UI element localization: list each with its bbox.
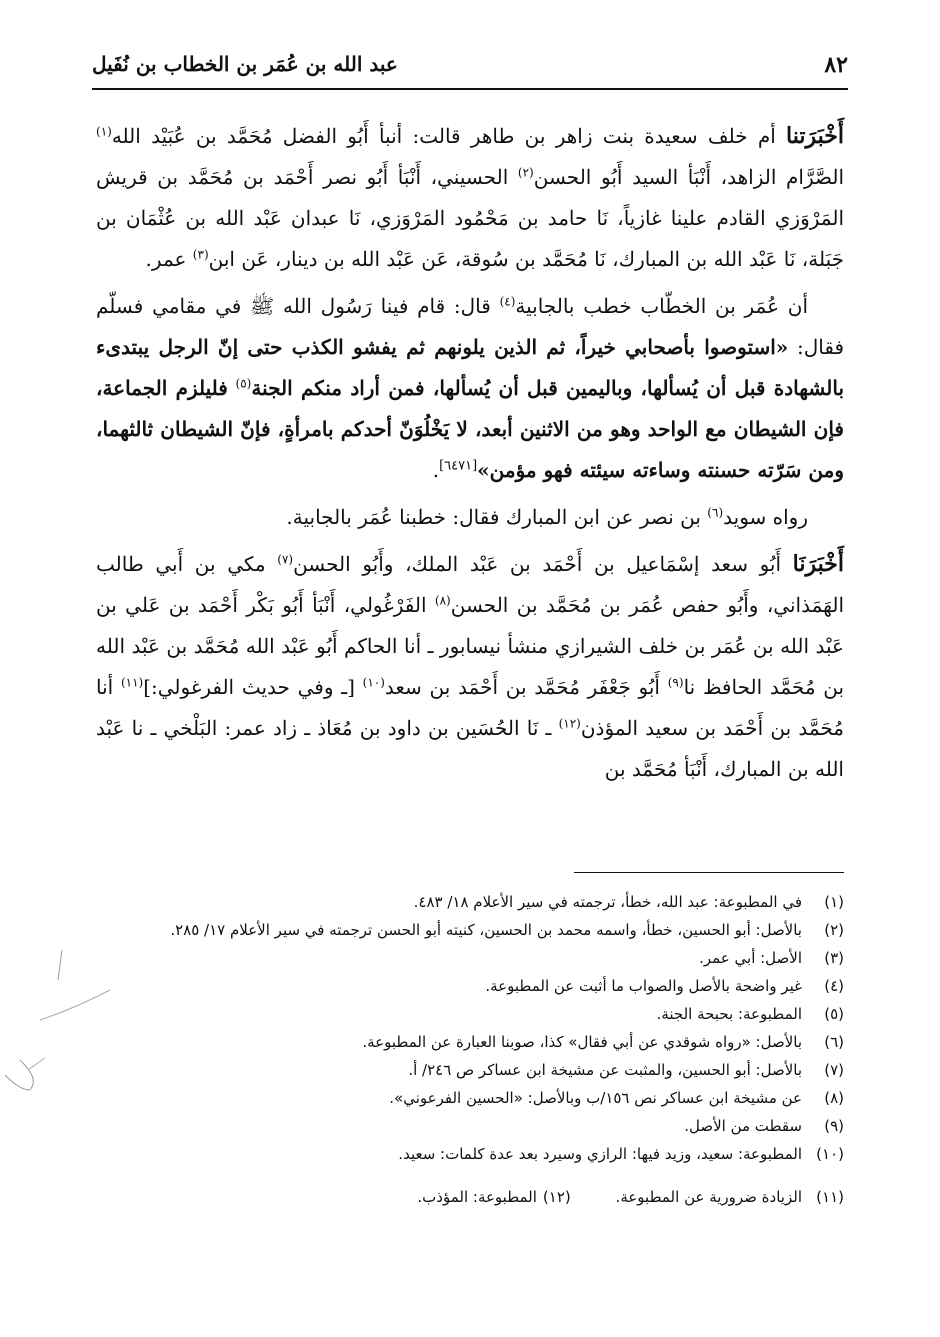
page-header [92, 46, 848, 86]
footnote-ref: (٦) [707, 505, 724, 520]
footnote-number: (٦) [824, 1033, 844, 1051]
footnote [96, 888, 844, 916]
text: رواه سويد [723, 505, 808, 529]
text: الحسيني، أَنْبَأ أَبُو نصر أَحْمَد بن مُحَمَّد بن قريش المَرْوَزي القادم علينا غازياً، نَا حامد بن مَحْمُود المَرْوَزي، نَا عبدان عَبْد الله بن عُثْمَان بن جَبَلة، نَا عَبْد الله بن المبارك، نَا مُحَمَّد بن سُوقة، عَن عَبْد الله بن دينار، عَن ابن [96, 165, 844, 271]
footnote-ref: (٣) [192, 247, 209, 262]
footnote-text: المطبوعة: بحبحة الجنة. [656, 1005, 802, 1023]
footnote-rule [574, 872, 844, 873]
footnote [96, 944, 844, 972]
footnote [96, 1112, 844, 1140]
paragraph-4 [96, 544, 844, 790]
text: أَبُو سعد إسْمَاعيل بن أَحْمَد بن عَبْد الملك، وأَبُو الحسن [293, 552, 782, 576]
text: الفَرْغُولي، أَنْبَأ أَبُو بَكْر أَحْمَد بن عَلي بن عَبْد الله بن عُمَر بن خلف الشيرازي منشأ نيسابور ـ أنا الحاكم أَبُو عَبْد الله مُحَمَّد بن عَبْد الله بن مُحَمَّد الحافظ نا [96, 593, 845, 699]
footnote [96, 972, 844, 1000]
text: [ـ وفي حديث الفرغولي:] [143, 675, 355, 699]
text: مكي بن أَبي طالب الهَمَذاني، وأَبُو حفص عُمَر بن مُحَمَّد بن الحسن [96, 552, 844, 617]
footnotes [96, 888, 844, 1226]
footnote-text: بالأصل: أبو الحسين، والمثبت عن مشيخة ابن عساكر ص ٢٤٦/ أ. [408, 1061, 802, 1079]
footnote-ref: (٥) [235, 376, 252, 391]
footnote-number: (٣) [824, 949, 844, 967]
footnote-text: بالأصل: «رواه شوقدي عن أبي فقال» كذا، صوبنا العبارة عن المطبوعة. [362, 1033, 802, 1051]
footnote-number: (٢) [824, 921, 844, 939]
paragraph-1 [96, 116, 844, 280]
footnote-number: (٤) [824, 977, 844, 995]
text: بن نصر عن ابن المبارك فقال: خطبنا عُمَر بالجابية. [286, 505, 701, 529]
footnote-ref: (٢) [517, 165, 534, 180]
footnote-ref: (١٢) [558, 716, 581, 731]
text: الصَّرَّام الزاهد، أَنْبَأ السيد أَبُو الحسن [533, 165, 844, 189]
footnote [96, 916, 844, 944]
footnote-ref: (٨) [434, 593, 451, 608]
text: عمر. [145, 247, 187, 271]
lead-word: أَخْبَرَتنا [786, 123, 845, 149]
footnote-number: (١١) [816, 1188, 844, 1206]
text: ـ نَا الحُسَين بن داود بن مُعَاذ ـ زاد عمر: البَلْخي ـ نا عَبْد الله بن المبارك، أَنْبَأ مُحَمَّد بن [96, 716, 844, 781]
footnote-pair [96, 1183, 844, 1211]
text: أم خلف سعيدة بنت زاهر بن طاهر قالت: أنبأ أَبُو الفضل مُحَمَّد بن عُبَيْد الله [111, 124, 776, 148]
footnote-ref: (٩) [667, 675, 684, 690]
pencil-scribble [0, 940, 150, 1140]
footnote-text: المطبوعة: المؤذب. [417, 1188, 537, 1206]
footnote-number: (١٢) [542, 1188, 571, 1206]
footnote-ref: (٧) [277, 552, 294, 567]
footnote [96, 1056, 844, 1084]
footnote [96, 1000, 844, 1028]
footnote-text: سقطت من الأصل. [684, 1117, 802, 1135]
text: قال: قام فينا رَسُول الله ﷺ في مقامي فسلّم فقال: [96, 294, 845, 359]
footnote-second [417, 1188, 570, 1206]
footnote-ref: (١) [96, 124, 112, 139]
footnote-ref: (١٠) [362, 675, 385, 690]
main-text [96, 116, 844, 796]
footnote [96, 1084, 844, 1112]
footnote-text: في المطبوعة: عبد الله، خطأ، ترجمته في سير الأعلام ١٨/ ٤٨٣. [413, 893, 802, 911]
footnote-number: (٩) [824, 1117, 844, 1135]
footnote-text: الزيادة ضرورية عن المطبوعة. [615, 1188, 802, 1206]
footnote-ref: (٤) [499, 294, 516, 309]
text: أَبُو جَعْفَر مُحَمَّد بن أَحْمَد بن سعد [384, 675, 660, 699]
running-head: عبد الله بن عُمَر بن الخطاب بن نُفَيل [92, 52, 398, 76]
footnote-number: (٧) [824, 1061, 844, 1079]
footnote-text: عن مشيخة ابن عساكر نص ١٥٦/ب وبالأصل: «الحسين الفرعوني». [389, 1089, 802, 1107]
paragraph-2 [96, 286, 844, 491]
hadith-text: فليلزم الجماعة، فإن الشيطان مع الواحد وهو من الاثنين أبعد، لا يَخْلُوَنّ أحدكم بامرأةٍ، فإنّ الشيطان ثالثهما، ومن سَرّته حسنته وساءته سيئته فهو مؤمن» [96, 376, 844, 482]
header-rule [92, 88, 848, 90]
footnote-number: (٨) [824, 1089, 844, 1107]
text: أنا مُحَمَّد بن أَحْمَد بن سعيد المؤذن [96, 675, 845, 740]
text: . [432, 458, 440, 482]
hadith-text: «استوصوا بأصحابي خيراً، ثم الذين يلونهم ثم يفشو الكذب حتى إنّ الرجل يبتدىء بالشهادة قبل أن يُسألها، وباليمين قبل أن يُسألها، فمن أراد منكم الجنة [96, 335, 845, 400]
footnote-number: (١) [824, 893, 844, 911]
lead-word: أَخْبَرَنَا [792, 551, 844, 577]
footnote-number: (١٠) [816, 1145, 844, 1163]
footnote-text: الأصل: أبي عمر. [699, 949, 802, 967]
footnote [96, 1028, 844, 1056]
text: أن عُمَر بن الخطّاب خطب بالجابية [515, 294, 809, 318]
footnote [96, 1140, 844, 1168]
paragraph-3 [96, 497, 844, 538]
footnote-text: بالأصل: أبو الحسين، خطأ، واسمه محمد بن الحسين، كنيته أبو الحسن ترجمته في سير الأعلام ١٧/ ٢٨٥. [170, 921, 802, 939]
footnote-text: غير واضحة بالأصل والصواب ما أثبت عن المطبوعة. [485, 977, 802, 995]
footnote-number: (٥) [824, 1005, 844, 1023]
page-number: ٨٢ [824, 52, 848, 78]
footnote-text: المطبوعة: سعيد، وزيد فيها: الرازي وسيرد بعد عدة كلمات: سعيد. [398, 1145, 802, 1163]
footnote-ref: (١١) [120, 675, 144, 690]
hadith-number: [٦٤٧١] [439, 458, 478, 474]
